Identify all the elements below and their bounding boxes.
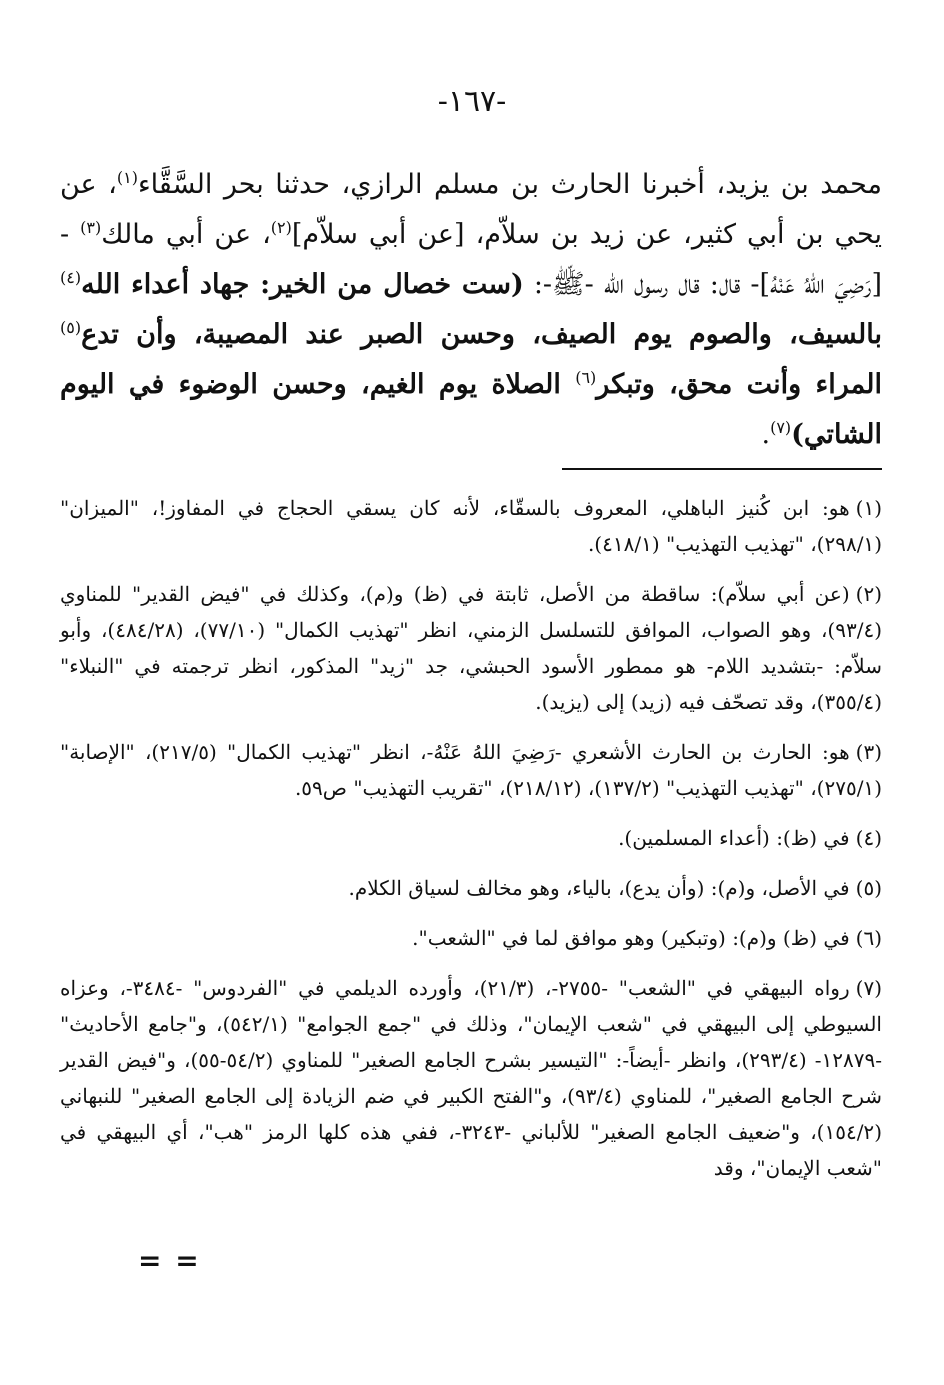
continuation-mark: = = (138, 1244, 201, 1277)
footnote-marker-5: (٥) (60, 318, 82, 337)
footnote-marker-3: (٣) (80, 218, 102, 237)
footnote-marker-2: (٢) (270, 218, 292, 237)
footnote-2 (60, 576, 882, 720)
footnote-number: (٥) (855, 876, 882, 900)
footnote-7 (60, 970, 882, 1186)
hadith-part-a: (ست خصال من الخير: جهاد أعداء الله (81, 269, 524, 300)
footnote-marker-6: (٦) (575, 368, 597, 387)
footnote-separator (562, 468, 882, 470)
footnote-text: رواه البيهقي في "الشعب" -٢٧٥٥-، (٢١/٣)، وأورده الديلمي في "الفردوس" -٣٤٨٤-، وعزاه السيوطي إلى البيهقي في "شعب الإيمان"، وذلك في "جمع الجوامع" (٥٤٢/١)، و"جامع الأحاديث" -١٢٨٧٩- (٢٩٣/٤)، وانظر -أيضاً-: "التيسير بشرح الجامع الصغير" للمناوي (٥٤/٢-٥٥)، و"فيض القدير شرح الجامع الصغير"، للمناوي (٩٣/٤)، و"الفتح الكبير في ضم الزيادة إلى الجامع الصغير" للنبهاني (١٥٤/٢)، و"ضعيف الجامع الصغير" للألباني -٣٢٤٣-، ففي هذه كلها الرمز "هب"، أي البيهقي في "شعب الإيمان"، وقد (60, 976, 882, 1180)
footnote-number: (٣) (855, 740, 882, 764)
footnotes (60, 490, 882, 1200)
footnote-6 (60, 920, 882, 956)
footnote-text: في الأصل، و(م): (وأن يدع)، بالياء، وهو مخالف لسياق الكلام. (348, 876, 850, 900)
footnote-1 (60, 490, 882, 562)
main-text-end: . (761, 419, 771, 450)
footnote-number: (١) (855, 496, 882, 520)
page-number: -١٦٧- (437, 84, 507, 119)
footnote-number: (٧) (855, 976, 882, 1000)
footnote-text: في (ظ): (أعداء المسلمين). (618, 826, 850, 850)
footnote-marker-7: (٧) (770, 418, 792, 437)
isnad-intro: محمد بن يزيد، أخبرنا الحارث بن مسلم الرازي، حدثنا بحر السَّقَّاء (137, 169, 882, 200)
isnad-part-4: -[رَضِيَ اللهُ عَنْهُ]- قال: قال رسول الله -ﷺ-: (60, 219, 883, 300)
footnote-number: (٦) (855, 926, 882, 950)
footnote-marker-1: (١) (116, 168, 138, 187)
footnote-5 (60, 870, 882, 906)
footnote-marker-4: (٤) (60, 268, 82, 287)
footnote-number: (٢) (855, 582, 882, 606)
hadith-part-d: الصلاة يوم الغيم، وحسن الوضوء في اليوم الشاتي) (60, 369, 882, 450)
footnote-number: (٤) (855, 826, 882, 850)
main-text (60, 160, 882, 460)
footnote-4 (60, 820, 882, 856)
footnote-text: في (ظ) و(م): (وتبكير) وهو موافق لما في "الشعب". (412, 926, 850, 950)
footnote-3 (60, 734, 882, 806)
hadith-part-b: بالسيف، والصوم يوم الصيف، وحسن الصبر عند المصيبة، وأن تدع (81, 319, 882, 350)
isnad-part-2: ، عن يحي بن أبي كثير، عن زيد بن سلاّم، [عن أبي سلاّم] (60, 169, 882, 250)
footnote-text: هو: ابن كُنيز الباهلي، المعروف بالسقّاء، لأنه كان يسقي الحجاج في المفاوز!، "الميزان" (٢٩٨/١)، "تهذيب التهذيب" (٤١٨/١). (60, 496, 882, 556)
footnote-text: (عن أبي سلاّم): ساقطة من الأصل، ثابتة في (ظ) و(م)، وكذلك في "فيض القدير" للمناوي (٩٣/٤)، وهو الصواب، الموافق للتسلسل الزمني، انظر "تهذيب الكمال" (٧٧/١٠)، (٤٨٤/٢٨)، وأبو سلاّم: -بتشديد اللام- هو ممطور الأسود الحبشي، جد "زيد" المذكور، انظر ترجمته في "النبلاء" (٣٥٥/٤)، وقد تصحّف فيه (زيد) إلى (يزيد). (60, 582, 882, 714)
isnad-part-3: ، عن أبي مالك (101, 219, 271, 250)
footnote-text: هو: الحارث بن الحارث الأشعري -رَضِيَ اللهُ عَنْهُ-، انظر "تهذيب الكمال" (٢١٧/٥)، "الإصابة" (٢٧٥/١)، "تهذيب التهذيب" (١٣٧/٢)، (٢١٨/١٢)، "تقريب التهذيب" ص٥٩. (60, 740, 882, 800)
hadith-part-c: المراء وأنت محق، وتبكر (596, 369, 882, 400)
